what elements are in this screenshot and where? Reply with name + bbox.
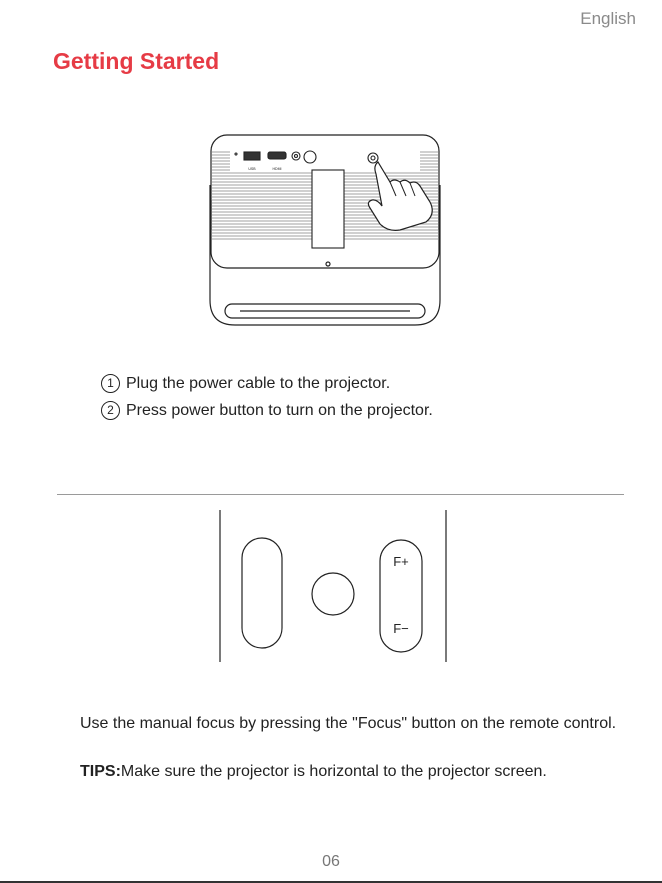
step-item: [101, 397, 433, 424]
focus-minus-label: F−: [393, 621, 409, 636]
projector-power-illustration: [200, 130, 450, 330]
focus-instruction: Use the manual focus by pressing the "Focus" button on the remote control.: [80, 715, 617, 732]
language-label: English: [580, 9, 636, 28]
focus-plus-label: F+: [393, 554, 409, 569]
usb-port-label: USB: [248, 167, 256, 171]
step-number-badge: 2: [101, 401, 120, 420]
tips-line: [80, 763, 547, 781]
button-pill-icon: [242, 538, 282, 648]
step-text: Plug the power cable to the projector.: [126, 374, 391, 392]
step-number-badge: 1: [101, 374, 120, 393]
focus-buttons-illustration: [210, 508, 460, 664]
section-divider: [57, 494, 624, 495]
round-button-icon: [312, 573, 354, 615]
tips-label: TIPS:: [80, 763, 121, 780]
step-text: Press power button to turn on the projector.: [126, 401, 433, 419]
tips-text: Make sure the projector is horizontal to the projector screen.: [120, 763, 547, 780]
setup-steps: [101, 370, 433, 424]
page-title: Getting Started: [53, 48, 220, 74]
hdmi-port-label: HDMI: [272, 167, 282, 171]
page-number: 06: [322, 853, 340, 870]
step-item: [101, 370, 433, 397]
